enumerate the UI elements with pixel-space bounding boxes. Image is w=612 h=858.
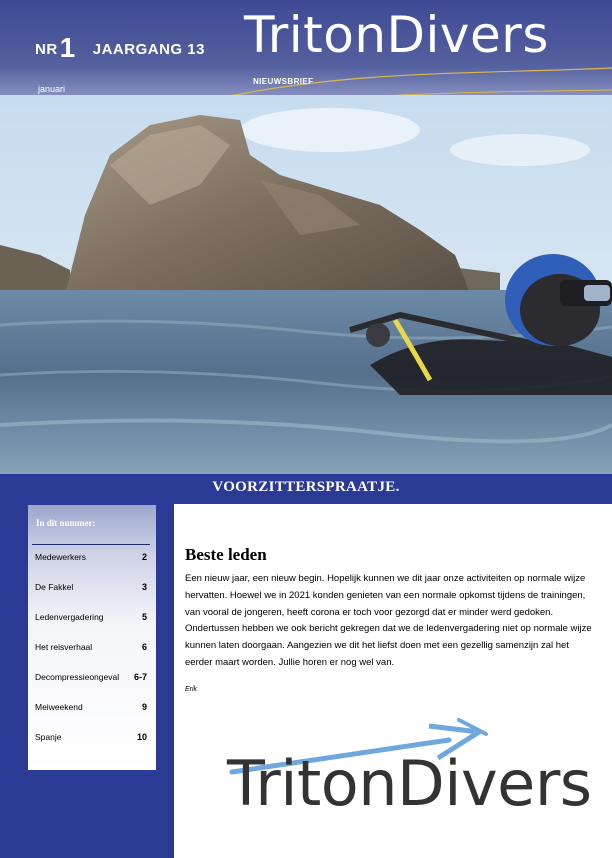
toc-item-page: 2 <box>141 552 147 562</box>
newsletter-label: NIEUWSBRIEF <box>253 77 314 86</box>
diver-photo-illustration <box>0 95 612 475</box>
toc-item-page: 9 <box>141 702 147 712</box>
article <box>185 545 597 693</box>
toc-item-label: Decompressieongeval <box>35 672 120 682</box>
toc-item[interactable] <box>35 732 147 746</box>
toc-title: In dit nummer: <box>36 518 96 528</box>
toc-item[interactable] <box>35 552 147 566</box>
logo-wordmark: TritonDivers <box>227 747 592 820</box>
toc-item-label: Meiweekend <box>35 702 83 712</box>
toc-item-page: 3 <box>141 582 147 592</box>
brand-title: TritonDivers <box>244 6 549 64</box>
toc-item-page: 6-7 <box>133 672 147 682</box>
table-of-contents <box>28 505 156 770</box>
toc-item[interactable] <box>35 672 147 686</box>
toc-item[interactable] <box>35 642 147 656</box>
toc-item[interactable] <box>35 612 147 626</box>
toc-item[interactable] <box>35 582 147 596</box>
toc-item-label: Spanje <box>35 732 62 742</box>
volume-label: JAARGANG 13 <box>92 41 205 58</box>
issue-number <box>35 32 205 64</box>
toc-item-page: 5 <box>141 612 147 622</box>
toc-item-label: Medewerkers <box>35 552 87 562</box>
toc-item-label: Ledenvergadering <box>35 612 104 622</box>
toc-item-page: 6 <box>141 642 147 652</box>
toc-item-page: 10 <box>136 732 147 742</box>
issue-month: januari <box>38 84 66 94</box>
toc-item-label: De Fakkel <box>35 582 74 592</box>
toc-divider <box>32 544 150 545</box>
diver-photo <box>0 95 612 475</box>
toc-item[interactable] <box>35 702 147 716</box>
toc-item-label: Het reisverhaal <box>35 642 93 652</box>
article-paragraph: Ondertussen hebben we ook bericht gekregen dat we de ledenvergadering niet op normale wijze kunnen laten doorgaan. Aangezien we dit het liefst doen met een gezellig samenzijn zal het eerder maart worden. Jullie horen er nog wel van. <box>185 623 592 668</box>
article-paragraph: Een nieuw jaar, een nieuw begin. Hopelijk kunnen we dit jaar onze activiteiten op normale wijze hervatten. Hoewel we in 2021 konden genieten van een normale opkomst tijdens de trainingen, van vooral de jongeren, heeft corona er toch voor gezorgd dat er minder werd gedoken. <box>185 573 586 618</box>
article-heading: Beste leden <box>185 545 267 564</box>
nr-value: 1 <box>59 32 76 63</box>
article-signature: Erik <box>185 685 198 693</box>
nr-label: NR <box>35 41 58 58</box>
section-title: VOORZITTERSPRAATJE. <box>212 479 400 495</box>
